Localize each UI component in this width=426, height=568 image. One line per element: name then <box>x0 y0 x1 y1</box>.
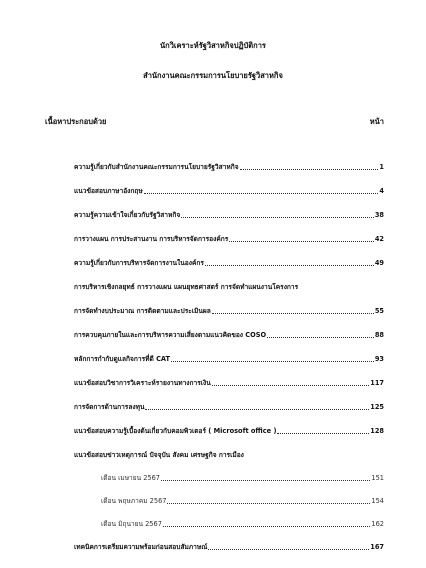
toc-entry-text: การจัดการด้านการลงทุน <box>74 403 145 411</box>
toc-entry-page: 162 <box>371 520 384 528</box>
toc-entry <box>74 543 384 552</box>
dot-leader <box>167 503 370 504</box>
toc-entry <box>74 163 384 172</box>
toc-entry-text: เดือน เมษายน 2567 <box>101 474 160 482</box>
toc-entry-page: 117 <box>370 379 384 387</box>
toc-entry-text: การวางแผน การประสานงาน การบริหารจัดการองค์กร <box>74 235 229 243</box>
toc-entry-page: 4 <box>379 187 384 195</box>
toc-entry-page: 55 <box>374 307 384 315</box>
page-column-label: หน้า <box>369 117 384 126</box>
toc-entry-text: แนวข้อสอบความรู้เบื้องต้นเกี่ยวกับคอมพิวเตอร์ ( Microsoft office ) <box>74 427 277 435</box>
dot-leader <box>205 265 374 266</box>
dot-leader <box>181 217 374 218</box>
toc-entry <box>74 427 384 436</box>
dot-leader <box>145 409 369 410</box>
toc-header <box>45 116 384 128</box>
toc-entry-page: 1 <box>379 163 384 171</box>
toc-entry <box>74 307 384 316</box>
toc-entry-text: เดือน มิถุนายน 2567 <box>101 520 162 528</box>
toc-entry-page: 42 <box>374 235 384 243</box>
toc-entry <box>74 355 384 364</box>
toc-entry-text: ความรู้เกี่ยวกับสำนักงานคณะกรรมการนโยบายรัฐวิสาหกิจ <box>74 163 239 171</box>
toc-entry <box>74 259 384 268</box>
dot-leader <box>212 313 374 314</box>
dot-leader <box>208 549 369 550</box>
toc-subentry <box>101 474 384 483</box>
toc-entry-page: 93 <box>374 355 384 363</box>
toc-entry-page: 38 <box>374 211 384 219</box>
toc-entry-text: แนวข้อสอบข่าวเหตุการณ์ ปัจจุบัน สังคม เศรษฐกิจ การเมือง <box>74 451 244 459</box>
dot-leader <box>212 385 369 386</box>
toc-entry <box>74 283 384 292</box>
dot-leader <box>163 526 371 527</box>
toc-entry <box>74 187 384 196</box>
dot-leader <box>240 169 379 170</box>
toc-entry-page: 151 <box>371 474 384 482</box>
dot-leader <box>267 337 374 338</box>
toc-subentry <box>101 497 384 506</box>
toc-entry-page: 154 <box>371 497 384 505</box>
toc-entry-text: เดือน พฤษภาคม 2567 <box>101 497 167 505</box>
toc-entry-text: ความรู้ความเข้าใจเกี่ยวกับรัฐวิสาหกิจ <box>74 211 181 219</box>
dot-leader <box>144 193 379 194</box>
document-subtitle: สำนักงานคณะกรรมการนโยบายรัฐวิสาหกิจ <box>143 71 283 80</box>
document-title-block <box>0 40 426 82</box>
toc-entry-text: เทคนิคการเตรียมความพร้อมก่อนสอบสัมภาษณ์ <box>74 543 208 551</box>
toc-entry <box>74 379 384 388</box>
toc-entry <box>74 235 384 244</box>
toc-entry <box>74 211 384 220</box>
toc-entry <box>74 451 384 460</box>
toc-entry-page: 128 <box>370 427 384 435</box>
toc-entry-page: 49 <box>374 259 384 267</box>
toc-entry-text: แนวข้อสอบวิชาการวิเคราะห์รายงานทางการเงิน <box>74 379 211 387</box>
toc-entry-text: ความรู้เกี่ยวกับการบริหารจัดการงานในองค์กร <box>74 259 204 267</box>
toc-entry-text: แนวข้อสอบภาษาอังกฤษ <box>74 187 143 195</box>
toc-entry <box>74 403 384 412</box>
dot-leader <box>277 433 369 434</box>
dot-leader <box>161 480 370 481</box>
contents-label: เนื้อหาประกอบด้วย <box>45 117 107 126</box>
toc-entry-text: หลักการกำกับดูแลกิจการที่ดี CAT <box>74 355 171 363</box>
toc-entry <box>74 331 384 340</box>
toc-subentry <box>101 520 384 529</box>
dot-leader <box>229 241 374 242</box>
toc-entry-text: การจัดทำงบประมาณ การติดตามและประเมินผล <box>74 307 211 315</box>
toc-entry-text: การบริหารเชิงกลยุทธ์ การวางแผน แผนยุทธศาสตร์ การจัดทำแผนงานโครงการ <box>74 283 299 291</box>
document-title: นักวิเคราะห์รัฐวิสาหกิจปฏิบัติการ <box>160 41 266 50</box>
dot-leader <box>171 361 374 362</box>
toc-entry-page: 125 <box>370 403 384 411</box>
toc-entry-page: 88 <box>374 331 384 339</box>
toc-entry-text: การควบคุมภายในและการบริหารความเสี่ยงตามแนวคิดของ COSO <box>74 331 267 339</box>
toc-entry-page: 167 <box>370 543 384 551</box>
